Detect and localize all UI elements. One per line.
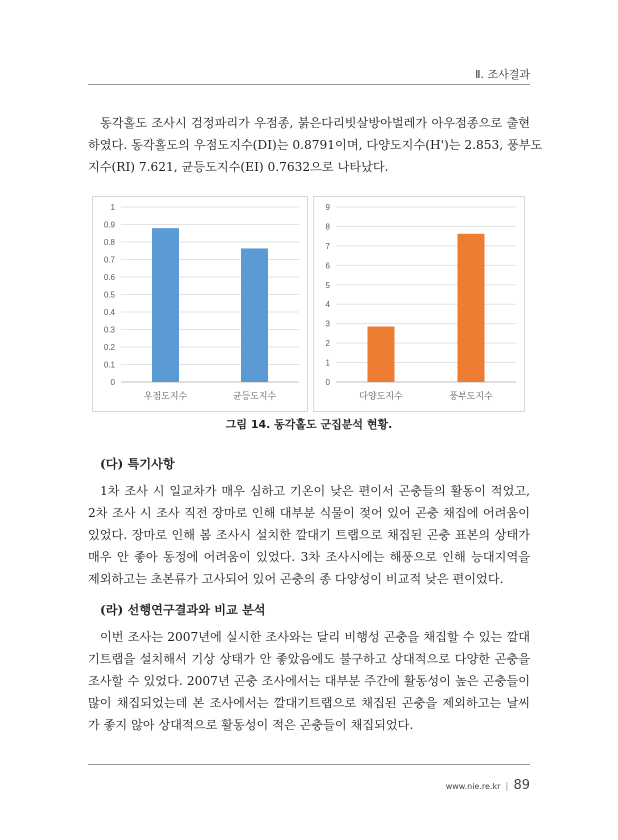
y-tick-label: 0.6 xyxy=(103,273,115,282)
y-tick-label: 0.2 xyxy=(103,343,115,352)
special-notes-paragraph xyxy=(88,480,530,590)
y-tick-label: 0.8 xyxy=(103,238,115,247)
bar xyxy=(458,234,485,382)
y-tick-label: 1 xyxy=(325,358,330,368)
y-tick-label: 4 xyxy=(325,300,330,310)
intro-paragraph xyxy=(88,112,543,178)
x-category-label: 풍부도지수 xyxy=(449,392,493,402)
y-tick-label: 0.5 xyxy=(103,290,115,300)
text-line: 기트랩을 설치해서 기상 상태가 안 좋았음에도 불구하고 상대적으로 다양한 곤충을 xyxy=(88,652,530,666)
y-tick-label: 7 xyxy=(325,241,330,251)
text-line: 있었다. 장마로 인해 봄 조사시 설치한 깔대기 트랩으로 채집된 곤충 표본의 상태가 xyxy=(88,528,530,542)
text-line: 2차 조사 시 조사 직전 장마로 인해 대부분 식물이 젖어 있어 곤충 채집에 어려움이 xyxy=(88,506,530,520)
y-tick-label: 0 xyxy=(110,378,115,387)
intro-line: 하였다. 동각홀도의 우점도지수(DI)는 0.8791이며, 다양도지수(H')는 2.853, 풍부도 xyxy=(88,138,543,152)
heading-prior-comparison: (라) 선행연구결과와 비교 분석 xyxy=(100,603,266,617)
text-line: 1차 조사 시 일교차가 매우 심하고 기온이 낮은 편이서 곤충들의 활동이 적었고, xyxy=(100,484,530,498)
x-category-label: 다양도지수 xyxy=(359,392,403,402)
bar xyxy=(368,327,395,382)
heading-special-notes: (다) 특기사항 xyxy=(100,457,175,471)
footer-separator: | xyxy=(505,782,509,792)
chart-left-svg xyxy=(93,197,307,411)
figure-caption: 그림 14. 동각홀도 군집분석 현황. xyxy=(225,418,393,431)
bar xyxy=(241,248,268,382)
prior-comparison-paragraph xyxy=(88,626,530,736)
chart-right-svg xyxy=(314,197,524,411)
footer-divider xyxy=(88,764,530,765)
y-tick-label: 0.3 xyxy=(103,325,115,335)
y-tick-label: 5 xyxy=(325,280,330,290)
y-tick-label: 9 xyxy=(325,203,330,212)
y-tick-label: 2 xyxy=(325,339,330,349)
y-tick-label: 0.9 xyxy=(103,220,115,230)
footer-url: www.nie.re.kr xyxy=(445,782,501,791)
y-tick-label: 0.1 xyxy=(103,360,115,370)
intro-line: 동각홀도 조사시 검정파리가 우점종, 붉은다리빗살방아벌레가 아우점종으로 출현 xyxy=(100,116,530,130)
x-category-label: 균등도지수 xyxy=(232,392,277,402)
chart-index-left xyxy=(92,196,308,412)
header-divider xyxy=(88,84,530,85)
bar xyxy=(152,228,179,382)
y-tick-label: 1 xyxy=(110,203,115,212)
y-tick-label: 0.4 xyxy=(103,308,115,317)
chart-index-right xyxy=(313,196,525,412)
section-header: Ⅱ. 조사결과 xyxy=(475,68,530,81)
text-line: 조사할 수 있었다. 2007년 곤충 조사에서는 대부분 주간에 활동성이 높은 곤충들이 xyxy=(88,674,530,688)
page-number: 89 xyxy=(513,778,530,793)
text-line: 이번 조사는 2007년에 실시한 조사와는 달리 비행성 곤충을 채집할 수 있는 깔대 xyxy=(100,630,530,644)
text-line: 매우 안 좋아 동정에 어려움이 있었다. 3차 조사시에는 해풍으로 인해 능대지역을 xyxy=(88,550,530,564)
y-tick-label: 8 xyxy=(325,222,330,232)
y-tick-label: 0 xyxy=(325,378,330,387)
y-tick-label: 6 xyxy=(325,261,330,271)
y-tick-label: 0.7 xyxy=(103,255,115,265)
x-category-label: 우점도지수 xyxy=(143,392,188,402)
text-line: 가 좋지 않아 상대적으로 활동성이 적은 곤충들이 채집되었다. xyxy=(88,718,414,732)
intro-line: 지수(RI) 7.621, 균등도지수(EI) 0.7632으로 나타났다. xyxy=(88,160,389,174)
text-line: 많이 채집되었는데 본 조사에서는 깔대기트랩으로 채집된 곤충을 제외하고는 날씨 xyxy=(88,696,530,710)
text-line: 제외하고는 초본류가 고사되어 있어 곤충의 종 다양성이 비교적 낮은 편이었다. xyxy=(88,572,504,586)
page-footer xyxy=(446,774,530,793)
y-tick-label: 3 xyxy=(325,319,330,329)
